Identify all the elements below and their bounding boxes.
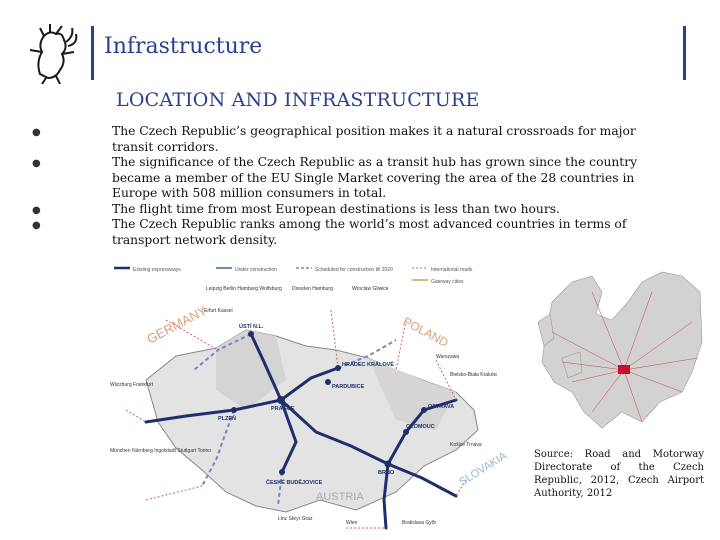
bullet-dot-icon: ● — [32, 127, 41, 138]
city-label: PRAGUE — [271, 406, 295, 412]
country-label: POLAND — [400, 314, 451, 350]
country-label: SLOVAKIA — [457, 449, 510, 489]
legend-label: Under construction — [235, 267, 277, 273]
bullet-text: The Czech Republic ranks among the world’s most advanced countries in terms of transport network density. — [112, 217, 627, 247]
gateway-label: Wroclaw Gliwice — [352, 286, 389, 292]
map-legend — [114, 267, 473, 285]
city-label: BRNO — [378, 470, 395, 476]
source-note: Source: Road and Motorway Directorate of the Czech Republic, 2012, Czech Airport Authority, 2012 — [534, 449, 704, 499]
legend-label: International roads — [431, 267, 473, 273]
gateway-label: Würzburg Frankfurt — [110, 382, 154, 388]
gateway-label: Leipzig Berlin Hamburg Wolfsburg — [206, 286, 282, 292]
czech-republic-highlight — [618, 365, 630, 374]
bullet-dot-icon: ● — [32, 158, 41, 169]
gateway-label: Dresden Hamburg — [292, 286, 333, 292]
gateway-label: Erfurt Kassel — [204, 308, 233, 314]
czech-lion-logo-icon — [22, 22, 80, 84]
gateway-label: München Nürnberg Ingolstadt Stuttgart Torino — [110, 448, 212, 454]
legend-label: Gateway cities — [431, 279, 464, 285]
header-divider-right — [683, 26, 686, 80]
city-label: PARDUBICE — [332, 384, 365, 390]
bullet-dot-icon: ● — [32, 204, 41, 216]
gateway-label: Bielsko-Biała Kraków — [450, 372, 497, 378]
city-label: OSTRAVA — [428, 404, 455, 410]
bullet-item — [30, 217, 680, 248]
city-label: HRADEC KRÁLOVÉ — [342, 362, 394, 368]
header-title: Infrastructure — [104, 34, 263, 59]
city-label: ÚSTÍ N.L. — [239, 324, 264, 330]
country-label: GERMANY — [144, 302, 210, 347]
bullet-item — [30, 155, 680, 202]
bullet-item — [30, 202, 680, 218]
city-label: OLOMOUC — [406, 424, 435, 430]
gateway-label: Linz Steyr Graz — [278, 516, 313, 522]
bullet-dot-icon: ● — [32, 220, 41, 231]
city-label: ČESKÉ BUDĚJOVICE — [266, 480, 323, 486]
bullet-text: The flight time from most European destinations is less than two hours. — [112, 201, 560, 216]
czech-transport-map — [106, 260, 526, 536]
header-divider-left — [91, 26, 94, 80]
bullet-list — [30, 124, 680, 248]
section-title: LOCATION AND INFRASTRUCTURE — [116, 89, 480, 111]
bullet-text: The significance of the Czech Republic as a transit hub has grown since the country became a member of the EU Single Market covering the area of the 28 countries in Europe with 508 million consumers in total. — [112, 155, 638, 200]
city-label: PLZEŇ — [218, 416, 237, 422]
legend-label: Scheduled for construction till 2020 — [315, 267, 393, 273]
gateway-label: Bratislava Győr — [402, 520, 437, 526]
bullet-item — [30, 124, 680, 155]
legend-label: Existing expressways — [133, 267, 181, 273]
country-label: AUSTRIA — [316, 491, 364, 503]
europe-flight-map — [532, 262, 706, 440]
gateway-label: Košice Trnava — [450, 442, 482, 448]
gateway-label: Warszawa — [436, 354, 460, 360]
bullet-text: The Czech Republic’s geographical position makes it a natural crossroads for major transit corridors. — [112, 124, 636, 154]
gateway-label: Wien — [346, 520, 358, 526]
